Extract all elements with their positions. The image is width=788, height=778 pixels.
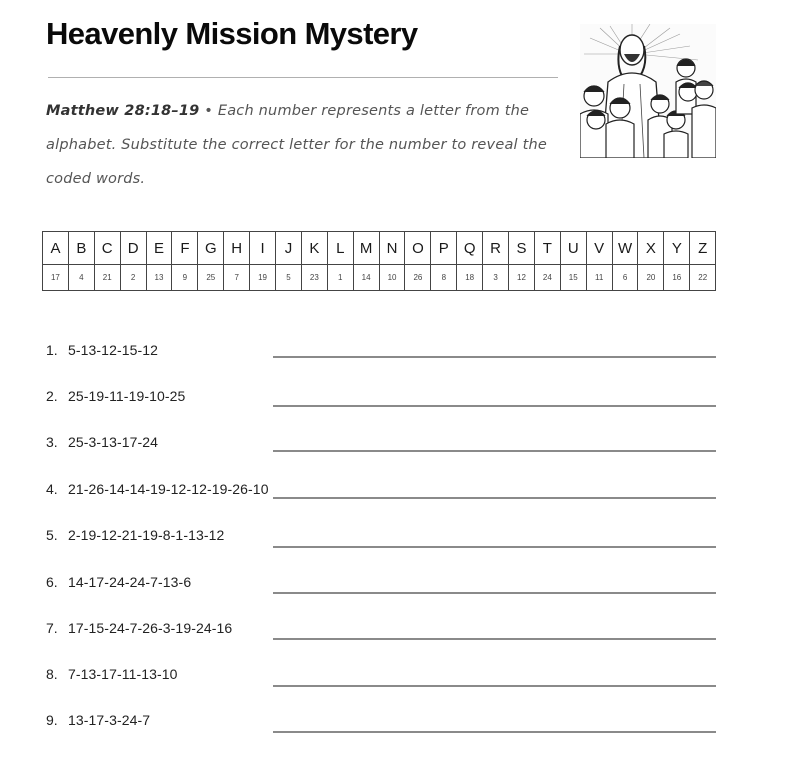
cipher-number: 10: [379, 265, 405, 291]
cipher-number: 9: [172, 265, 198, 291]
cipher-number: 16: [664, 265, 690, 291]
separator-dot: •: [199, 103, 218, 119]
puzzle-number: 3.: [46, 434, 58, 450]
cipher-number: 3: [483, 265, 509, 291]
cipher-number: 1: [327, 265, 353, 291]
cipher-number: 4: [68, 265, 94, 291]
answer-line[interactable]: [273, 405, 716, 407]
answer-line[interactable]: [273, 497, 716, 499]
puzzle-code: 17-15-24-7-26-3-19-24-16: [68, 620, 233, 636]
puzzle-code: 14-17-24-24-7-13-6: [68, 574, 192, 590]
cipher-letter: U: [560, 232, 586, 265]
cipher-number: 21: [94, 265, 120, 291]
cipher-letter: S: [509, 232, 535, 265]
answer-line[interactable]: [273, 546, 716, 548]
answer-line[interactable]: [273, 685, 716, 687]
puzzle-number: 7.: [46, 620, 58, 636]
puzzle-number: 6.: [46, 574, 58, 590]
cipher-number: 2: [120, 265, 146, 291]
cipher-letter: R: [483, 232, 509, 265]
cipher-number: 23: [301, 265, 327, 291]
instructions-text: Each number represents a letter from the alphabet. Substitute the correct letter for the number to reveal the coded words.: [46, 103, 547, 187]
cipher-letter: Z: [690, 232, 716, 265]
cipher-number: 22: [690, 265, 716, 291]
answer-line[interactable]: [273, 356, 716, 358]
cipher-letter: W: [612, 232, 638, 265]
puzzle-number: 5.: [46, 527, 58, 543]
puzzle-number: 9.: [46, 712, 58, 728]
cipher-letter: Y: [664, 232, 690, 265]
cipher-letter: C: [94, 232, 120, 265]
cipher-letter: A: [43, 232, 69, 265]
cipher-letter: V: [586, 232, 612, 265]
puzzle-item: [46, 574, 726, 604]
cipher-number: 11: [586, 265, 612, 291]
puzzle-code: 13-17-3-24-7: [68, 712, 151, 728]
cipher-number: 14: [353, 265, 379, 291]
scripture-reference: Matthew 28:18–19: [46, 103, 200, 119]
cipher-letter: O: [405, 232, 431, 265]
cipher-number: 24: [534, 265, 560, 291]
cipher-letter: L: [327, 232, 353, 265]
puzzle-item: [46, 434, 726, 464]
puzzle-item: [46, 712, 726, 742]
cipher-letter: I: [250, 232, 276, 265]
cipher-letter: M: [353, 232, 379, 265]
answer-line[interactable]: [273, 592, 716, 594]
worksheet-title: Heavenly Mission Mystery: [46, 16, 418, 51]
cipher-letter: B: [68, 232, 94, 265]
cipher-letter: K: [301, 232, 327, 265]
cipher-number: 17: [43, 265, 69, 291]
puzzle-code: 2-19-12-21-19-8-1-13-12: [68, 527, 225, 543]
puzzle-number: 4.: [46, 481, 58, 497]
cipher-number: 19: [250, 265, 276, 291]
cipher-number: 18: [457, 265, 483, 291]
cipher-number: 15: [560, 265, 586, 291]
cipher-letter: E: [146, 232, 172, 265]
cipher-letter: D: [120, 232, 146, 265]
cipher-letter: H: [224, 232, 250, 265]
cipher-number: 20: [638, 265, 664, 291]
cipher-letter: N: [379, 232, 405, 265]
puzzle-item: [46, 666, 726, 696]
cipher-number: 26: [405, 265, 431, 291]
cipher-number: 6: [612, 265, 638, 291]
cipher-number: 5: [276, 265, 302, 291]
cipher-letter: F: [172, 232, 198, 265]
answer-line[interactable]: [273, 638, 716, 640]
cipher-number: 7: [224, 265, 250, 291]
puzzle-item: [46, 342, 726, 372]
puzzle-number: 1.: [46, 342, 58, 358]
cipher-letter: X: [638, 232, 664, 265]
puzzle-item: [46, 620, 726, 650]
puzzle-code: 25-3-13-17-24: [68, 434, 159, 450]
puzzle-code: 7-13-17-11-13-10: [68, 666, 178, 682]
puzzle-number: 2.: [46, 388, 58, 404]
answer-line[interactable]: [273, 450, 716, 452]
cipher-number: 13: [146, 265, 172, 291]
cipher-letter: Q: [457, 232, 483, 265]
puzzle-code: 5-13-12-15-12: [68, 342, 159, 358]
puzzle-number: 8.: [46, 666, 58, 682]
puzzle-code: 21-26-14-14-19-12-12-19-26-10: [68, 481, 269, 497]
cipher-letter: G: [198, 232, 224, 265]
cipher-letter: J: [276, 232, 302, 265]
answer-line[interactable]: [273, 731, 716, 733]
cipher-number: 8: [431, 265, 457, 291]
puzzle-code: 25-19-11-19-10-25: [68, 388, 186, 404]
puzzle-item: [46, 527, 726, 557]
puzzle-item: [46, 388, 726, 418]
cipher-letter: T: [534, 232, 560, 265]
puzzle-item: [46, 481, 726, 511]
cipher-letter: P: [431, 232, 457, 265]
cipher-number: 25: [198, 265, 224, 291]
cipher-number: 12: [509, 265, 535, 291]
